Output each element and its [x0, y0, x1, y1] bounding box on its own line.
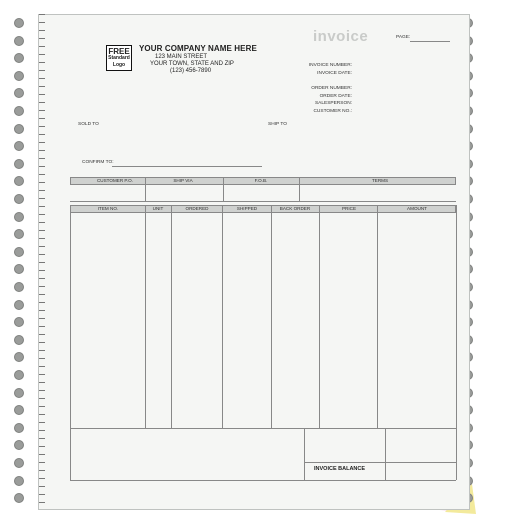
- ruler-tick: [39, 270, 45, 271]
- totals-amount-rule: [385, 428, 386, 480]
- ship-to-label: SHIP TO: [268, 122, 287, 127]
- ruler-tick: [39, 278, 45, 279]
- company-street: 123 MAIN STREET: [155, 54, 208, 60]
- ruler-tick: [39, 382, 45, 383]
- sold-to-label: SOLD TO: [78, 122, 99, 127]
- ruler-tick: [39, 238, 45, 239]
- ruler-tick: [39, 430, 45, 431]
- ruler-tick: [39, 30, 45, 31]
- ruler-tick: [39, 206, 45, 207]
- terms-bottom-line: [70, 201, 456, 202]
- item-no-header: ITEM NO.: [97, 206, 119, 211]
- tractor-hole: [14, 194, 24, 204]
- tractor-hole: [14, 106, 24, 116]
- page-label: PAGE:: [396, 35, 411, 40]
- tractor-hole: [14, 282, 24, 292]
- customer-po-header: CUSTOMER P.O.: [96, 178, 134, 183]
- tractor-hole: [14, 335, 24, 345]
- ruler-tick: [39, 462, 45, 463]
- ruler-tick: [39, 62, 45, 63]
- totals-left-rule: [70, 428, 71, 480]
- ruler-tick: [39, 414, 45, 415]
- invoice-form-sheet: [38, 14, 470, 510]
- ruler-tick: [39, 230, 45, 231]
- tractor-hole: [14, 124, 24, 134]
- ruler-tick: [39, 94, 45, 95]
- invoice-watermark-title: invoice: [313, 28, 369, 45]
- tractor-hole: [14, 88, 24, 98]
- totals-bottom-line: [70, 480, 456, 481]
- company-city: YOUR TOWN, STATE AND ZIP: [150, 61, 234, 67]
- ruler-tick: [39, 182, 45, 183]
- ruler-tick: [39, 470, 45, 471]
- tractor-hole: [14, 388, 24, 398]
- ruler-tick: [39, 214, 45, 215]
- col-rule-3: [222, 205, 223, 428]
- ruler-tick: [39, 14, 45, 15]
- invoice-date-label: INVOICE DATE:: [317, 71, 352, 76]
- ruler-tick: [39, 286, 45, 287]
- logo-line3: Logo: [112, 62, 126, 68]
- terms-divider-2: [223, 177, 224, 201]
- line-ruler: [39, 14, 59, 510]
- col-rule-right: [456, 205, 457, 428]
- tractor-hole: [14, 300, 24, 310]
- logo-free: FREE: [108, 47, 130, 56]
- terms-header: TERMS: [371, 178, 389, 183]
- ruler-tick: [39, 222, 45, 223]
- ship-via-header: SHIP VIA: [173, 178, 193, 183]
- tractor-hole: [14, 247, 24, 257]
- ruler-tick: [39, 102, 45, 103]
- tractor-hole: [14, 493, 24, 503]
- confirm-to-label: CONFIRM TO:: [82, 160, 114, 165]
- ruler-tick: [39, 38, 45, 39]
- ruler-tick: [39, 86, 45, 87]
- ruler-tick: [39, 486, 45, 487]
- ruler-tick: [39, 166, 45, 167]
- ordered-header: ORDERED: [185, 206, 209, 211]
- ruler-tick: [39, 454, 45, 455]
- price-header: PRICE: [341, 206, 357, 211]
- ruler-tick: [39, 246, 45, 247]
- ruler-tick: [39, 318, 45, 319]
- ruler-tick: [39, 22, 45, 23]
- ruler-tick: [39, 502, 45, 503]
- shipped-header: SHIPPED: [236, 206, 258, 211]
- ruler-tick: [39, 366, 45, 367]
- tractor-hole: [14, 352, 24, 362]
- ruler-tick: [39, 438, 45, 439]
- ruler-tick: [39, 142, 45, 143]
- ruler-tick: [39, 262, 45, 263]
- ruler-tick: [39, 326, 45, 327]
- ruler-tick: [39, 422, 45, 423]
- tractor-hole: [14, 440, 24, 450]
- tractor-hole: [14, 18, 24, 28]
- col-rule-1: [145, 205, 146, 428]
- tractor-hole: [14, 317, 24, 327]
- ruler-tick: [39, 118, 45, 119]
- ruler-tick: [39, 310, 45, 311]
- tractor-hole: [14, 229, 24, 239]
- tractor-hole: [14, 458, 24, 468]
- company-phone: (123) 456-7890: [170, 68, 212, 74]
- balance-top-line: [304, 462, 456, 463]
- tractor-hole: [14, 71, 24, 81]
- tractor-hole: [14, 176, 24, 186]
- ruler-tick: [39, 78, 45, 79]
- free-standard-logo: [106, 45, 132, 71]
- col-rule-left: [70, 205, 71, 428]
- invoice-number-label: INVOICE NUMBER:: [308, 63, 352, 68]
- ruler-tick: [39, 150, 45, 151]
- company-name: YOUR COMPANY NAME HERE: [139, 44, 257, 53]
- terms-divider-3: [299, 177, 300, 201]
- ruler-tick: [39, 390, 45, 391]
- order-date-label: ORDER DATE:: [319, 94, 352, 99]
- left-tractor-strip: [0, 14, 38, 510]
- tractor-hole: [14, 370, 24, 380]
- ruler-tick: [39, 406, 45, 407]
- ruler-tick: [39, 54, 45, 55]
- ruler-tick: [39, 134, 45, 135]
- col-rule-5: [319, 205, 320, 428]
- ruler-tick: [39, 478, 45, 479]
- order-number-label: ORDER NUMBER:: [311, 86, 352, 91]
- back-order-header: BACK ORDER: [279, 206, 311, 211]
- ruler-tick: [39, 446, 45, 447]
- ruler-tick: [39, 46, 45, 47]
- tractor-hole: [14, 141, 24, 151]
- invoice-balance-label: INVOICE BALANCE: [314, 466, 366, 472]
- tractor-hole: [14, 53, 24, 63]
- totals-top-line: [70, 428, 456, 429]
- tractor-hole: [14, 264, 24, 274]
- col-rule-2: [171, 205, 172, 428]
- ruler-tick: [39, 126, 45, 127]
- tractor-hole: [14, 159, 24, 169]
- salesperson-label: SALESPERSON:: [314, 101, 352, 106]
- fob-header: F.O.B.: [254, 178, 268, 183]
- ruler-tick: [39, 198, 45, 199]
- ruler-tick: [39, 334, 45, 335]
- tractor-hole: [14, 36, 24, 46]
- ruler-tick: [39, 190, 45, 191]
- tractor-hole: [14, 212, 24, 222]
- page-line: [410, 41, 450, 42]
- ruler-tick: [39, 70, 45, 71]
- ruler-tick: [39, 342, 45, 343]
- amount-header: AMOUNT: [407, 206, 427, 211]
- right-tractor-strip: [470, 14, 508, 510]
- ruler-tick: [39, 494, 45, 495]
- ruler-tick: [39, 358, 45, 359]
- ruler-tick: [39, 398, 45, 399]
- ruler-tick: [39, 302, 45, 303]
- totals-mid-rule: [304, 428, 305, 480]
- col-rule-4: [271, 205, 272, 428]
- terms-divider-1: [145, 177, 146, 201]
- ruler-tick: [39, 374, 45, 375]
- customer-no-label: CUSTOMER NO.:: [313, 109, 352, 114]
- ruler-tick: [39, 294, 45, 295]
- ruler-tick: [39, 174, 45, 175]
- ruler-tick: [39, 110, 45, 111]
- col-rule-6: [377, 205, 378, 428]
- tractor-hole: [14, 476, 24, 486]
- ruler-tick: [39, 350, 45, 351]
- ruler-tick: [39, 254, 45, 255]
- tractor-hole: [14, 405, 24, 415]
- confirm-to-line: [112, 166, 262, 167]
- ruler-tick: [39, 158, 45, 159]
- logo-line2: Standard: [108, 55, 130, 61]
- unit-header: UNIT: [152, 206, 164, 211]
- totals-right-rule: [456, 428, 457, 480]
- tractor-hole: [14, 423, 24, 433]
